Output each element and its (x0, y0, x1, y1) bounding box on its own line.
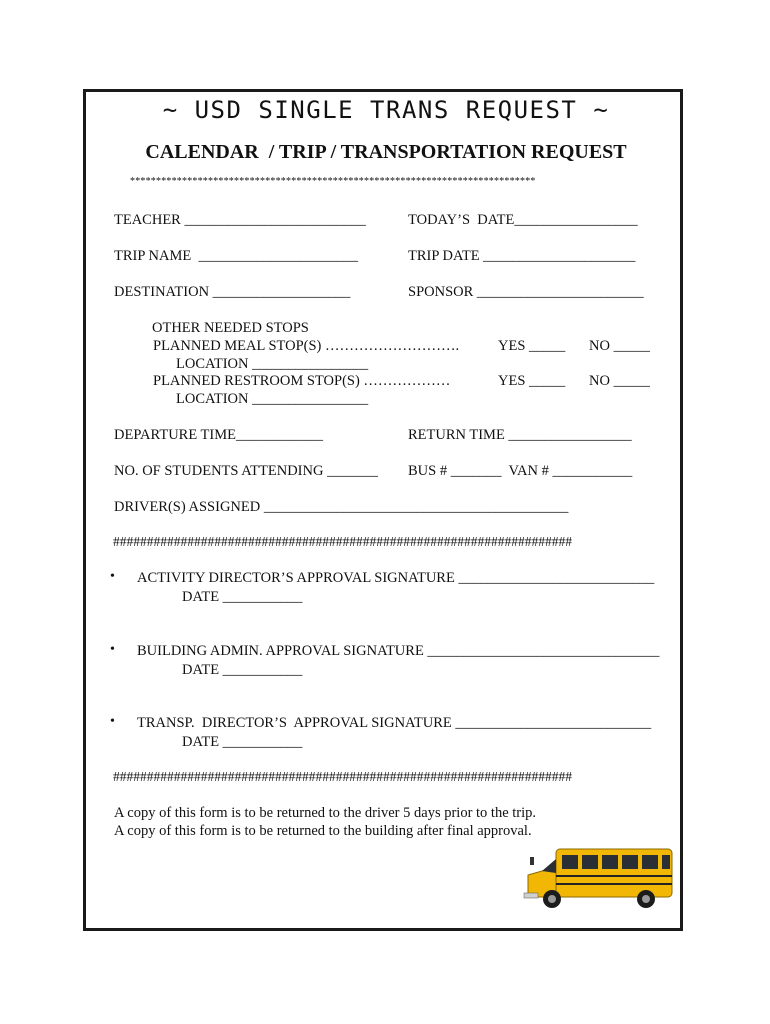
bullet: • (110, 569, 115, 584)
meal-stop-no-field[interactable]: NO _____ (589, 338, 650, 354)
transp-director-signature-field[interactable]: TRANSP. DIRECTOR’S APPROVAL SIGNATURE ___________________________ (137, 715, 652, 731)
transp-director-date-field[interactable]: DATE ___________ (182, 734, 303, 750)
form-subtitle: CALENDAR / TRIP / TRANSPORTATION REQUEST (145, 141, 627, 163)
drivers-assigned-field[interactable]: DRIVER(S) ASSIGNED __________________________________________ (114, 499, 569, 515)
trip-name-field[interactable]: TRIP NAME ______________________ (114, 248, 358, 264)
note-driver: A copy of this form is to be returned to the driver 5 days prior to the trip. (114, 805, 537, 821)
departure-time-field[interactable]: DEPARTURE TIME____________ (114, 427, 323, 443)
other-stops-heading: OTHER NEEDED STOPS (152, 320, 309, 336)
building-admin-signature-field[interactable]: BUILDING ADMIN. APPROVAL SIGNATURE ________________________________ (137, 643, 660, 659)
meal-location-field[interactable]: LOCATION ________________ (176, 356, 369, 372)
building-admin-date-field[interactable]: DATE ___________ (182, 662, 303, 678)
trip-date-field[interactable]: TRIP DATE _____________________ (408, 248, 636, 264)
bus-van-field[interactable]: BUS # _______ VAN # ___________ (408, 463, 633, 479)
note-building: A copy of this form is to be returned to the building after final approval. (114, 823, 532, 839)
restroom-location-field[interactable]: LOCATION ________________ (176, 391, 369, 407)
form-title: ~ USD SINGLE TRANS REQUEST ~ (162, 96, 610, 124)
hash-divider-top: #################################################################### (113, 534, 572, 549)
return-time-field[interactable]: RETURN TIME _________________ (408, 427, 632, 443)
meal-stop-yes-field[interactable]: YES _____ (498, 338, 566, 354)
school-bus-icon (522, 845, 676, 913)
hash-divider-bottom: #################################################################### (113, 769, 572, 784)
students-attending-field[interactable]: NO. OF STUDENTS ATTENDING _______ (114, 463, 378, 479)
restroom-stop-label: PLANNED RESTROOM STOP(S) ……………… (153, 373, 451, 389)
meal-stop-label: PLANNED MEAL STOP(S) ………………………. (153, 338, 460, 354)
restroom-stop-yes-field[interactable]: YES _____ (498, 373, 566, 389)
teacher-field[interactable]: TEACHER _________________________ (114, 212, 366, 228)
bullet: • (110, 714, 115, 729)
restroom-stop-no-field[interactable]: NO _____ (589, 373, 650, 389)
activity-director-date-field[interactable]: DATE ___________ (182, 589, 303, 605)
star-divider: ****************************************************************************** (130, 176, 536, 187)
bullet: • (110, 642, 115, 657)
sponsor-field[interactable]: SPONSOR _______________________ (408, 284, 644, 300)
todays-date-field[interactable]: TODAY’S DATE_________________ (408, 212, 638, 228)
destination-field[interactable]: DESTINATION ___________________ (114, 284, 351, 300)
activity-director-signature-field[interactable]: ACTIVITY DIRECTOR’S APPROVAL SIGNATURE ___________________________ (137, 570, 655, 586)
